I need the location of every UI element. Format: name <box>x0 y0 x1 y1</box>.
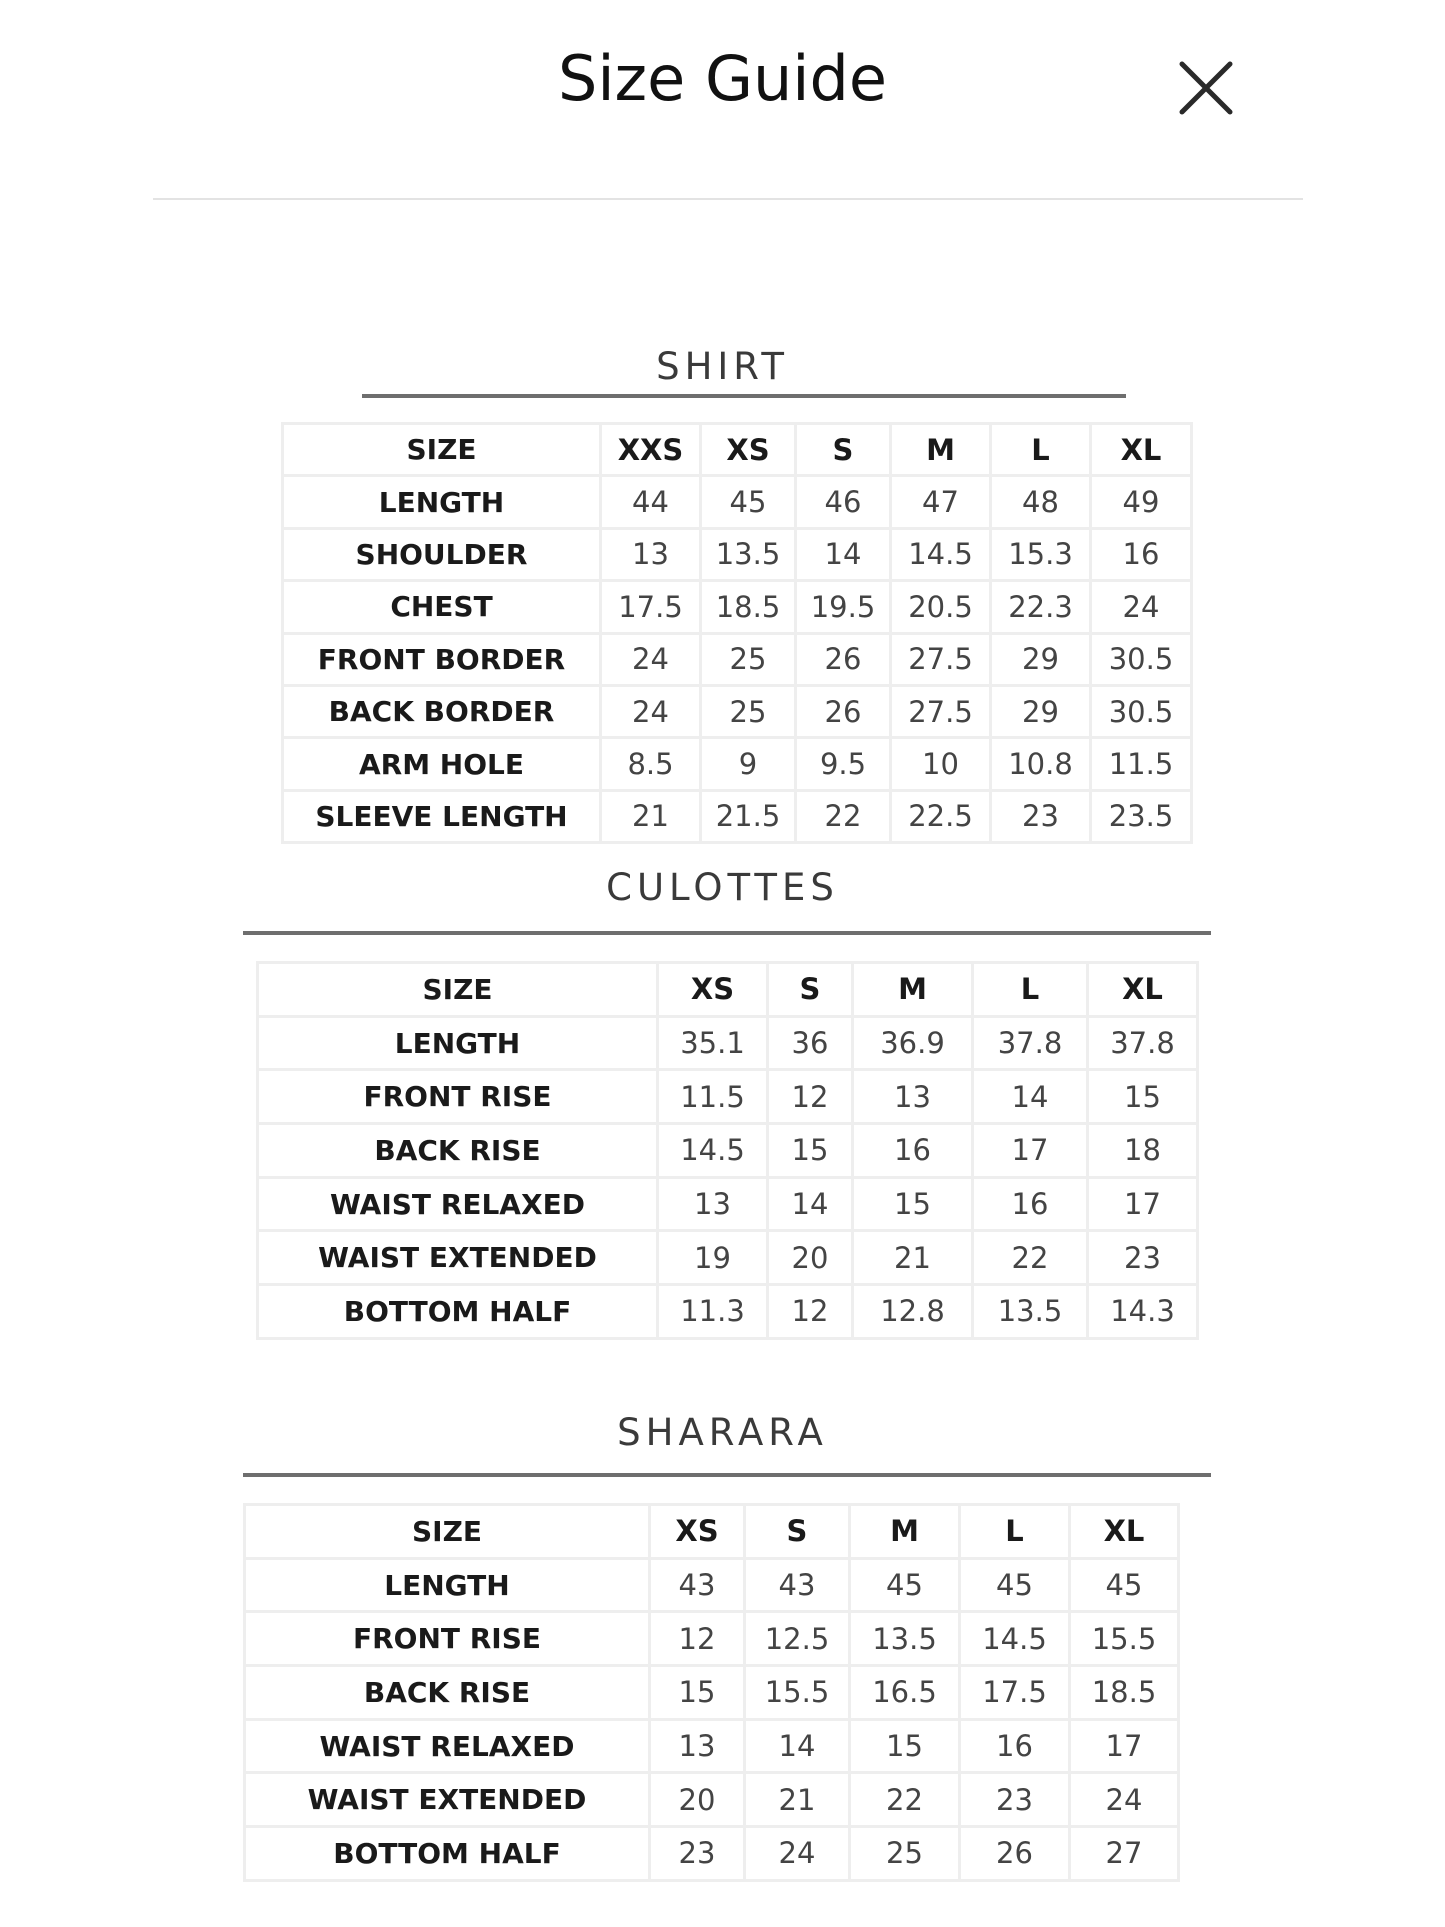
measurement-value: 44 <box>601 476 701 528</box>
table-row <box>283 476 1192 528</box>
measurement-value: 24 <box>1070 1773 1179 1827</box>
measurement-value: 47 <box>891 476 991 528</box>
measurement-value: 11.5 <box>658 1070 768 1124</box>
measurement-value: 19 <box>658 1231 768 1285</box>
measurement-value: 29 <box>991 685 1091 737</box>
measurement-value: 14.5 <box>960 1612 1070 1666</box>
measurement-value: 25 <box>701 633 796 685</box>
measurement-label: WAIST EXTENDED <box>245 1773 650 1827</box>
measurement-value: 46 <box>796 476 891 528</box>
measurement-value: 8.5 <box>601 738 701 790</box>
table-row <box>283 528 1192 580</box>
sharara-section-title: SHARARA <box>617 1411 828 1454</box>
measurement-label: WAIST RELAXED <box>245 1719 650 1773</box>
measurement-label: WAIST RELAXED <box>258 1177 658 1231</box>
measurement-value: 23 <box>1088 1231 1198 1285</box>
measurement-label: BACK RISE <box>258 1124 658 1178</box>
culottes-section-rule <box>243 931 1211 935</box>
measurement-value: 20 <box>768 1231 853 1285</box>
measurement-value: 26 <box>796 685 891 737</box>
measurement-value: 36 <box>768 1016 853 1070</box>
size-header-cell: L <box>991 424 1091 476</box>
measurement-value: 14.3 <box>1088 1285 1198 1339</box>
close-icon <box>1178 60 1234 116</box>
measurement-value: 29 <box>991 633 1091 685</box>
sharara-size-table <box>243 1503 1180 1882</box>
size-header-cell: S <box>745 1505 850 1559</box>
measurement-value: 12 <box>650 1612 745 1666</box>
measurement-value: 15.3 <box>991 528 1091 580</box>
size-header-cell: L <box>960 1505 1070 1559</box>
measurement-value: 21.5 <box>701 790 796 842</box>
measurement-value: 15 <box>650 1666 745 1720</box>
measurement-value: 9 <box>701 738 796 790</box>
measurement-label: WAIST EXTENDED <box>258 1231 658 1285</box>
measurement-value: 14 <box>796 528 891 580</box>
measurement-value: 21 <box>853 1231 973 1285</box>
size-header-cell: M <box>853 963 973 1017</box>
measurement-value: 16 <box>1091 528 1192 580</box>
table-row <box>245 1612 1179 1666</box>
measurement-value: 14 <box>768 1177 853 1231</box>
measurement-label: SHOULDER <box>283 528 601 580</box>
measurement-value: 27.5 <box>891 685 991 737</box>
table-row <box>283 738 1192 790</box>
measurement-value: 13 <box>658 1177 768 1231</box>
measurement-value: 14.5 <box>658 1124 768 1178</box>
measurement-value: 13 <box>601 528 701 580</box>
measurement-value: 18.5 <box>1070 1666 1179 1720</box>
measurement-value: 30.5 <box>1091 685 1192 737</box>
measurement-value: 49 <box>1091 476 1192 528</box>
measurement-value: 20.5 <box>891 581 991 633</box>
measurement-value: 26 <box>796 633 891 685</box>
measurement-value: 30.5 <box>1091 633 1192 685</box>
measurement-value: 12 <box>768 1285 853 1339</box>
measurement-label: CHEST <box>283 581 601 633</box>
culottes-section-title: CULOTTES <box>606 866 839 909</box>
measurement-label: ARM HOLE <box>283 738 601 790</box>
measurement-value: 13 <box>853 1070 973 1124</box>
size-header-cell: XS <box>701 424 796 476</box>
measurement-value: 21 <box>745 1773 850 1827</box>
table-row <box>283 581 1192 633</box>
measurement-value: 24 <box>1091 581 1192 633</box>
measurement-value: 22 <box>796 790 891 842</box>
measurement-value: 15.5 <box>1070 1612 1179 1666</box>
size-header-cell: M <box>850 1505 960 1559</box>
table-row <box>245 1666 1179 1720</box>
measurement-value: 17.5 <box>960 1666 1070 1720</box>
table-header-row <box>245 1505 1179 1559</box>
measurement-label: BACK RISE <box>245 1666 650 1720</box>
table-row <box>283 633 1192 685</box>
measurement-value: 22.5 <box>891 790 991 842</box>
measurement-value: 17 <box>1088 1177 1198 1231</box>
measurement-value: 21 <box>601 790 701 842</box>
measurement-value: 12 <box>768 1070 853 1124</box>
measurement-value: 15 <box>850 1719 960 1773</box>
table-header-row <box>258 963 1198 1017</box>
size-header-label: SIZE <box>245 1505 650 1559</box>
table-row <box>283 685 1192 737</box>
measurement-value: 16 <box>960 1719 1070 1773</box>
header-divider <box>153 198 1303 200</box>
measurement-value: 23 <box>960 1773 1070 1827</box>
measurement-value: 25 <box>850 1827 960 1881</box>
measurement-value: 12.8 <box>853 1285 973 1339</box>
size-header-cell: M <box>891 424 991 476</box>
measurement-value: 35.1 <box>658 1016 768 1070</box>
table-row <box>283 790 1192 842</box>
measurement-value: 17.5 <box>601 581 701 633</box>
measurement-label: LENGTH <box>283 476 601 528</box>
measurement-value: 27 <box>1070 1827 1179 1881</box>
measurement-value: 23.5 <box>1091 790 1192 842</box>
measurement-value: 45 <box>960 1558 1070 1612</box>
measurement-value: 10 <box>891 738 991 790</box>
size-header-cell: XL <box>1070 1505 1179 1559</box>
measurement-value: 24 <box>745 1827 850 1881</box>
measurement-value: 15 <box>768 1124 853 1178</box>
measurement-value: 26 <box>960 1827 1070 1881</box>
table-row <box>258 1231 1198 1285</box>
measurement-value: 19.5 <box>796 581 891 633</box>
measurement-value: 45 <box>1070 1558 1179 1612</box>
table-row <box>245 1773 1179 1827</box>
close-button[interactable] <box>1178 60 1234 116</box>
table-row <box>245 1827 1179 1881</box>
measurement-label: BOTTOM HALF <box>258 1285 658 1339</box>
measurement-value: 27.5 <box>891 633 991 685</box>
modal-title: Size Guide <box>557 42 888 115</box>
shirt-section-title: SHIRT <box>656 345 789 388</box>
measurement-value: 23 <box>650 1827 745 1881</box>
measurement-value: 43 <box>650 1558 745 1612</box>
measurement-value: 45 <box>850 1558 960 1612</box>
size-header-label: SIZE <box>258 963 658 1017</box>
size-header-cell: XS <box>650 1505 745 1559</box>
measurement-label: BACK BORDER <box>283 685 601 737</box>
measurement-value: 11.5 <box>1091 738 1192 790</box>
table-row <box>245 1558 1179 1612</box>
measurement-value: 13.5 <box>973 1285 1088 1339</box>
measurement-value: 16 <box>973 1177 1088 1231</box>
table-row <box>258 1070 1198 1124</box>
measurement-value: 14 <box>973 1070 1088 1124</box>
size-header-cell: XL <box>1091 424 1192 476</box>
measurement-value: 43 <box>745 1558 850 1612</box>
measurement-label: SLEEVE LENGTH <box>283 790 601 842</box>
sharara-section-rule <box>243 1473 1211 1477</box>
measurement-value: 37.8 <box>973 1016 1088 1070</box>
measurement-value: 22 <box>850 1773 960 1827</box>
shirt-section-rule <box>362 394 1126 398</box>
measurement-label: FRONT RISE <box>258 1070 658 1124</box>
size-header-cell: S <box>768 963 853 1017</box>
measurement-value: 18.5 <box>701 581 796 633</box>
measurement-value: 16 <box>853 1124 973 1178</box>
measurement-value: 37.8 <box>1088 1016 1198 1070</box>
measurement-value: 14.5 <box>891 528 991 580</box>
table-row <box>258 1016 1198 1070</box>
measurement-value: 18 <box>1088 1124 1198 1178</box>
table-row <box>258 1124 1198 1178</box>
table-row <box>258 1177 1198 1231</box>
measurement-value: 24 <box>601 633 701 685</box>
measurement-value: 24 <box>601 685 701 737</box>
measurement-value: 20 <box>650 1773 745 1827</box>
measurement-value: 48 <box>991 476 1091 528</box>
measurement-value: 17 <box>973 1124 1088 1178</box>
measurement-value: 15 <box>853 1177 973 1231</box>
size-header-cell: L <box>973 963 1088 1017</box>
measurement-value: 45 <box>701 476 796 528</box>
measurement-value: 16.5 <box>850 1666 960 1720</box>
measurement-label: LENGTH <box>245 1558 650 1612</box>
measurement-value: 12.5 <box>745 1612 850 1666</box>
measurement-value: 36.9 <box>853 1016 973 1070</box>
measurement-value: 14 <box>745 1719 850 1773</box>
measurement-value: 11.3 <box>658 1285 768 1339</box>
measurement-value: 13.5 <box>701 528 796 580</box>
measurement-value: 15 <box>1088 1070 1198 1124</box>
measurement-label: FRONT RISE <box>245 1612 650 1666</box>
measurement-value: 22 <box>973 1231 1088 1285</box>
measurement-value: 15.5 <box>745 1666 850 1720</box>
size-header-label: SIZE <box>283 424 601 476</box>
measurement-value: 13 <box>650 1719 745 1773</box>
measurement-value: 17 <box>1070 1719 1179 1773</box>
measurement-value: 10.8 <box>991 738 1091 790</box>
table-row <box>258 1285 1198 1339</box>
size-header-cell: XS <box>658 963 768 1017</box>
size-header-cell: XXS <box>601 424 701 476</box>
measurement-label: BOTTOM HALF <box>245 1827 650 1881</box>
shirt-size-table <box>281 422 1193 844</box>
size-header-cell: XL <box>1088 963 1198 1017</box>
measurement-value: 22.3 <box>991 581 1091 633</box>
measurement-label: FRONT BORDER <box>283 633 601 685</box>
size-header-cell: S <box>796 424 891 476</box>
table-header-row <box>283 424 1192 476</box>
table-row <box>245 1719 1179 1773</box>
culottes-size-table <box>256 961 1199 1340</box>
measurement-value: 13.5 <box>850 1612 960 1666</box>
measurement-value: 23 <box>991 790 1091 842</box>
measurement-label: LENGTH <box>258 1016 658 1070</box>
measurement-value: 25 <box>701 685 796 737</box>
measurement-value: 9.5 <box>796 738 891 790</box>
